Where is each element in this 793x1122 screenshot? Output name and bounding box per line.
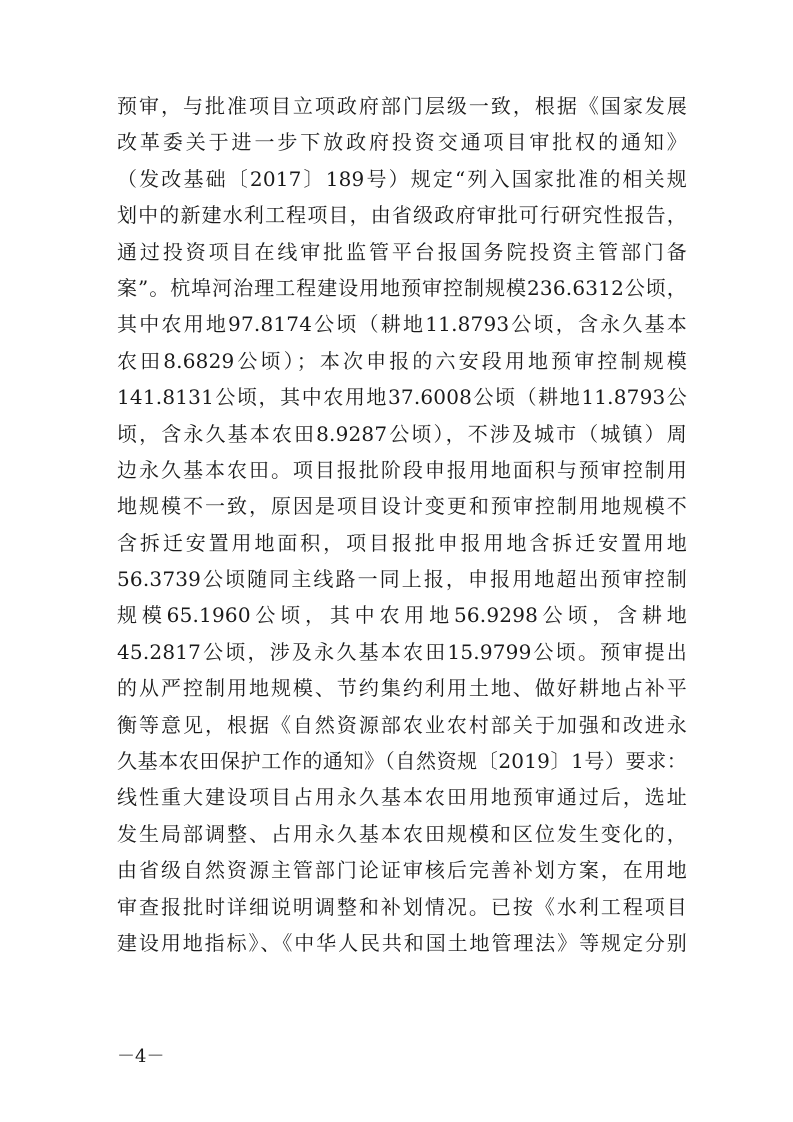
text-line: 141.8131公顷，其中农用地37.6008公顷（耕地11.8793公 xyxy=(117,385,687,410)
text-line: 衡等意见，根据《自然资源部农业农村部关于加强和改进永 xyxy=(117,712,687,737)
text-line: 划中的新建水利工程项目，由省级政府审批可行研究性报告， xyxy=(117,203,687,228)
text-line: 农田8.6829公顷）；本次申报的六安段用地预审控制规模 xyxy=(117,348,687,373)
text-line: 含拆迁安置用地面积，项目报批申报用地含拆迁安置用地 xyxy=(117,530,687,555)
text-line: 久基本农田保护工作的通知》（自然资规〔2019〕1号）要求： xyxy=(117,749,687,774)
text-line: 改革委关于进一步下放政府投资交通项目审批权的通知》 xyxy=(117,130,687,155)
text-line: 的从严控制用地规模、节约集约利用土地、做好耕地占补平 xyxy=(117,676,687,701)
text-line: 地规模不一致，原因是项目设计变更和预审控制用地规模不 xyxy=(117,494,687,519)
text-line: 顷，含永久基本农田8.9287公顷），不涉及城市（城镇）周 xyxy=(117,421,687,446)
text-line: 通过投资项目在线审批监管平台报国务院投资主管部门备 xyxy=(117,239,687,264)
text-line: 线性重大建设项目占用永久基本农田用地预审通过后，选址 xyxy=(117,785,687,810)
text-line: 56.3739公顷随同主线路一同上报，申报用地超出预审控制 xyxy=(117,567,687,592)
text-line: 发生局部调整、占用永久基本农田规模和区位发生变化的， xyxy=(117,821,687,846)
page-number: －4－ xyxy=(117,1046,165,1067)
body-text xyxy=(117,88,687,961)
text-line: 建设用地指标》、《中华人民共和国土地管理法》等规定分别 xyxy=(117,930,687,955)
text-line: 审查报批时详细说明调整和补划情况。已按《水利工程项目 xyxy=(117,894,687,919)
text-line: 案”。杭埠河治理工程建设用地预审控制规模236.6312公顷， xyxy=(117,275,687,300)
text-line: 由省级自然资源主管部门论证审核后完善补划方案，在用地 xyxy=(117,858,687,883)
text-line: 预审，与批准项目立项政府部门层级一致，根据《国家发展 xyxy=(117,94,687,118)
text-line: 其中农用地97.8174公顷（耕地11.8793公顷，含永久基本 xyxy=(117,312,687,337)
text-line: 45.2817公顷，涉及永久基本农田15.9799公顷。预审提出 xyxy=(117,639,687,664)
text-line: （发改基础〔2017〕189号）规定“列入国家批准的相关规 xyxy=(117,166,687,191)
text-line: 规模65.1960公顷，其中农用地56.9298公顷，含耕地 xyxy=(117,603,687,628)
text-line: 边永久基本农田。项目报批阶段申报用地面积与预审控制用 xyxy=(117,457,687,482)
